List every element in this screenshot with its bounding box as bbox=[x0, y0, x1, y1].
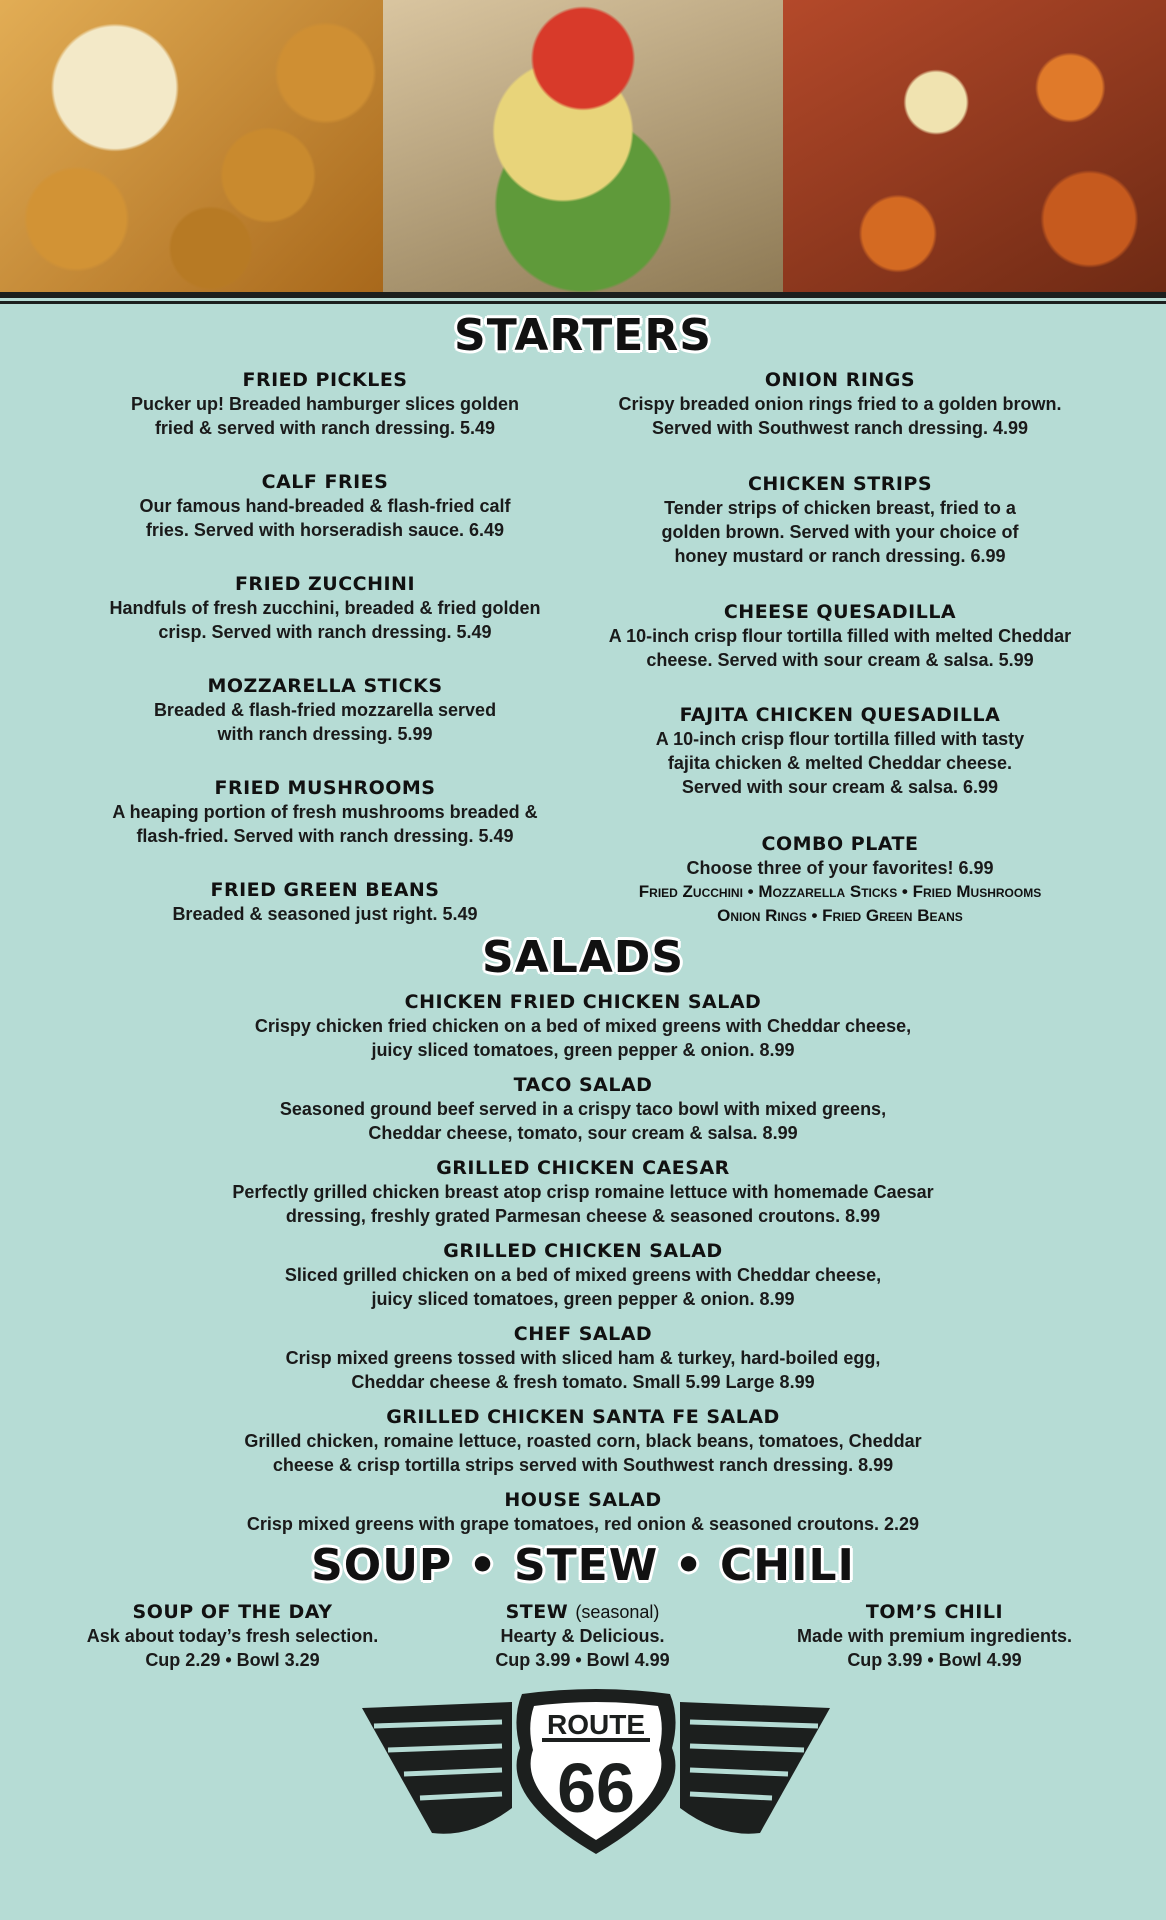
menu-item bbox=[150, 1488, 1016, 1536]
item-desc: Choose three of your favorites! 6.99 bbox=[686, 858, 994, 878]
item-desc: fries. Served with horseradish sauce. 6.49 bbox=[145, 520, 505, 540]
menu-item bbox=[590, 472, 1090, 568]
logo-66-text: 66 bbox=[557, 1749, 635, 1827]
item-desc: A 10-inch crisp flour tortilla filled with tasty bbox=[655, 729, 1025, 749]
item-desc: juicy sliced tomatoes, green pepper & onion. 8.99 bbox=[371, 1289, 795, 1309]
soup-heading: SOUP • STEW • CHILI bbox=[311, 1540, 855, 1591]
menu-item bbox=[150, 1156, 1016, 1228]
item-name: STEW bbox=[505, 1601, 569, 1623]
item-desc: Crispy breaded onion rings fried to a golden brown. bbox=[618, 394, 1062, 414]
menu-item bbox=[590, 368, 1090, 440]
menu-item bbox=[590, 832, 1090, 928]
item-name: FRIED MUSHROOMS bbox=[214, 777, 436, 799]
menu-item bbox=[150, 1405, 1016, 1477]
item-desc: A heaping portion of fresh mushrooms breaded & bbox=[112, 802, 538, 822]
menu-item bbox=[590, 600, 1090, 672]
item-desc: fajita chicken & melted Cheddar cheese. bbox=[667, 753, 1013, 773]
item-desc: flash-fried. Served with ranch dressing. 5.49 bbox=[136, 826, 514, 846]
item-desc: Cup 2.29 • Bowl 3.29 bbox=[145, 1650, 320, 1670]
item-name: CHEF SALAD bbox=[513, 1323, 653, 1345]
item-desc: fried & served with ranch dressing. 5.49 bbox=[154, 418, 496, 438]
menu-item bbox=[150, 990, 1016, 1062]
item-name: FRIED PICKLES bbox=[242, 369, 408, 391]
item-desc: Our famous hand-breaded & flash-fried calf bbox=[139, 496, 511, 516]
menu-item bbox=[90, 572, 560, 644]
photo-strip bbox=[0, 0, 1166, 292]
item-desc: Cup 3.99 • Bowl 4.99 bbox=[495, 1650, 670, 1670]
menu-item bbox=[50, 1600, 415, 1672]
item-name: FAJITA CHICKEN QUESADILLA bbox=[679, 704, 1001, 726]
item-name: FRIED ZUCCHINI bbox=[234, 573, 416, 595]
item-desc: Breaded & seasoned just right. 5.49 bbox=[172, 904, 478, 924]
menu-item bbox=[150, 1322, 1016, 1394]
item-desc: crisp. Served with ranch dressing. 5.49 bbox=[158, 622, 492, 642]
item-desc: juicy sliced tomatoes, green pepper & onion. 8.99 bbox=[371, 1040, 795, 1060]
item-desc: Crisp mixed greens with grape tomatoes, red onion & seasoned croutons. 2.29 bbox=[246, 1514, 920, 1534]
item-name: CHEESE QUESADILLA bbox=[723, 601, 957, 623]
stew-photo bbox=[783, 0, 1166, 292]
starters-heading: STARTERS bbox=[454, 310, 712, 361]
item-desc: Sliced grilled chicken on a bed of mixed greens with Cheddar cheese, bbox=[284, 1265, 882, 1285]
divider bbox=[0, 301, 1166, 304]
item-desc: Perfectly grilled chicken breast atop crisp romaine lettuce with homemade Caesar bbox=[232, 1182, 934, 1202]
menu-item bbox=[90, 368, 560, 440]
item-desc: Pucker up! Breaded hamburger slices golden bbox=[130, 394, 520, 414]
item-name: ONION RINGS bbox=[764, 369, 916, 391]
menu-item bbox=[420, 1600, 745, 1672]
combo-options: Onion Rings • Fried Green Beans bbox=[717, 906, 963, 925]
taco-salad-photo bbox=[383, 0, 783, 292]
item-desc: Cheddar cheese, tomato, sour cream & salsa. 8.99 bbox=[368, 1123, 798, 1143]
route-66-logo bbox=[362, 1688, 830, 1858]
item-desc: with ranch dressing. 5.99 bbox=[217, 724, 433, 744]
item-name: GRILLED CHICKEN SALAD bbox=[443, 1240, 723, 1262]
item-name: TACO SALAD bbox=[513, 1074, 653, 1096]
item-desc: A 10-inch crisp flour tortilla filled with melted Cheddar bbox=[608, 626, 1072, 646]
menu-item bbox=[752, 1600, 1117, 1672]
item-name: HOUSE SALAD bbox=[504, 1489, 662, 1511]
item-desc: Ask about today’s fresh selection. bbox=[86, 1626, 379, 1646]
item-name-row bbox=[420, 1600, 745, 1624]
menu-item bbox=[90, 470, 560, 542]
salads-heading: SALADS bbox=[481, 932, 685, 983]
item-desc: Cheddar cheese & fresh tomato. Small 5.99 Large 8.99 bbox=[351, 1372, 815, 1392]
item-desc: cheese. Served with sour cream & salsa. 5.99 bbox=[646, 650, 1034, 670]
item-desc: Hearty & Delicious. bbox=[500, 1626, 665, 1646]
menu-item bbox=[150, 1073, 1016, 1145]
item-desc: Handfuls of fresh zucchini, breaded & fried golden bbox=[109, 598, 541, 618]
item-name: SOUP OF THE DAY bbox=[132, 1601, 333, 1623]
menu-item bbox=[90, 674, 560, 746]
item-name: MOZZARELLA STICKS bbox=[207, 675, 443, 697]
item-name: GRILLED CHICKEN CAESAR bbox=[436, 1157, 730, 1179]
item-desc: Tender strips of chicken breast, fried to a bbox=[664, 498, 1016, 518]
item-desc: honey mustard or ranch dressing. 6.99 bbox=[674, 546, 1006, 566]
item-desc: cheese & crisp tortilla strips served with Southwest ranch dressing. 8.99 bbox=[272, 1455, 894, 1475]
item-desc: Seasoned ground beef served in a crispy taco bowl with mixed greens, bbox=[279, 1099, 887, 1119]
divider bbox=[0, 292, 1166, 298]
logo-route-text: ROUTE bbox=[547, 1709, 645, 1740]
item-name: TOM’S CHILI bbox=[865, 1601, 1004, 1623]
item-name: CHICKEN STRIPS bbox=[747, 473, 933, 495]
item-desc: Made with premium ingredients. bbox=[796, 1626, 1073, 1646]
item-name: CALF FRIES bbox=[261, 471, 389, 493]
item-desc: Served with sour cream & salsa. 6.99 bbox=[681, 777, 999, 797]
item-desc: Cup 3.99 • Bowl 4.99 bbox=[847, 1650, 1022, 1670]
item-desc: golden brown. Served with your choice of bbox=[661, 522, 1019, 542]
menu-item bbox=[590, 703, 1090, 799]
menu-item bbox=[150, 1239, 1016, 1311]
item-name: CHICKEN FRIED CHICKEN SALAD bbox=[404, 991, 762, 1013]
menu-item bbox=[90, 878, 560, 926]
item-desc: Crisp mixed greens tossed with sliced ham & turkey, hard-boiled egg, bbox=[285, 1348, 881, 1368]
item-desc: Crispy chicken fried chicken on a bed of mixed greens with Cheddar cheese, bbox=[254, 1016, 912, 1036]
item-desc: Breaded & flash-fried mozzarella served bbox=[153, 700, 497, 720]
fried-pickles-photo bbox=[0, 0, 383, 292]
menu-item bbox=[90, 776, 560, 848]
item-name: COMBO PLATE bbox=[761, 833, 919, 855]
item-desc: dressing, freshly grated Parmesan cheese & seasoned croutons. 8.99 bbox=[285, 1206, 881, 1226]
combo-options: Fried Zucchini • Mozzarella Sticks • Fried Mushrooms bbox=[638, 882, 1042, 901]
item-desc: Grilled chicken, romaine lettuce, roasted corn, black beans, tomatoes, Cheddar bbox=[244, 1431, 922, 1451]
item-name: FRIED GREEN BEANS bbox=[210, 879, 440, 901]
item-note: (seasonal) bbox=[575, 1602, 660, 1622]
item-name: GRILLED CHICKEN SANTA FE SALAD bbox=[386, 1406, 780, 1428]
item-desc: Served with Southwest ranch dressing. 4.99 bbox=[651, 418, 1029, 438]
